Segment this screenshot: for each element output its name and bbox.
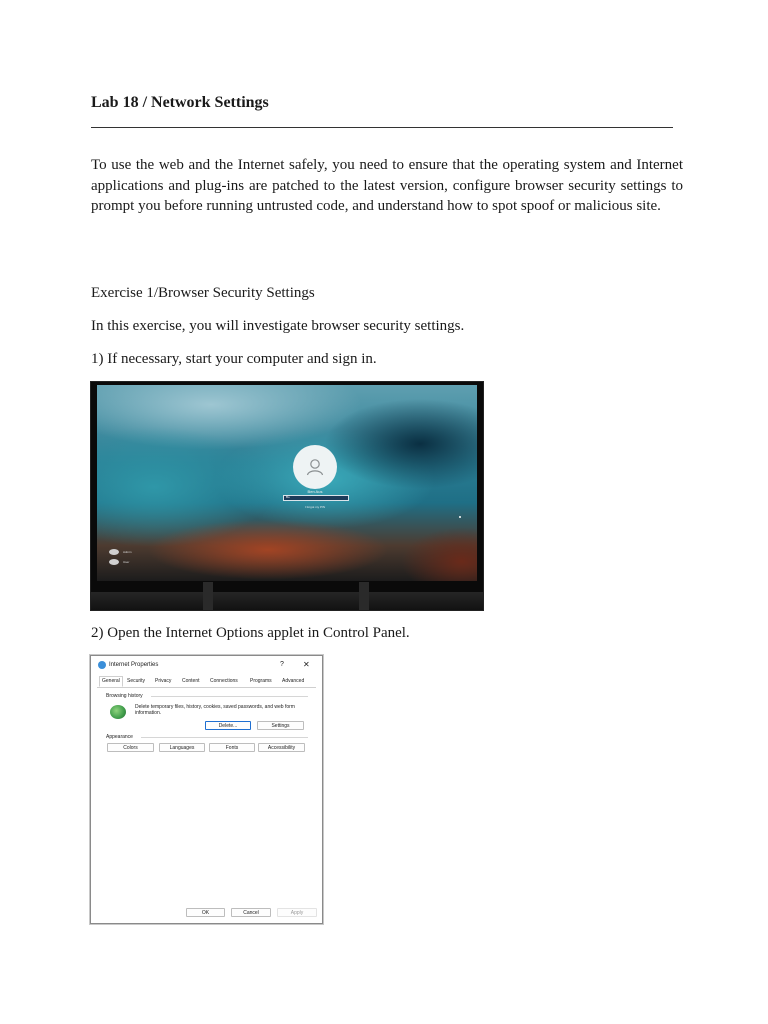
tab-programs[interactable]: Programs <box>250 678 272 684</box>
settings-button[interactable]: Settings <box>257 721 304 730</box>
close-button[interactable]: ✕ <box>303 660 310 669</box>
dialog-title: Internet Properties <box>109 662 159 668</box>
colors-button[interactable]: Colors <box>107 743 154 752</box>
internet-explorer-icon <box>98 661 106 669</box>
intro-paragraph: To use the web and the Internet safely, you need to ensure that the operating system and Internet applications and plug-ins are patched to the latest version, configure browser security settings to prompt you before running untrusted code, and understand how to spot spoof or malicious site. <box>91 157 683 215</box>
apply-button[interactable]: Apply <box>277 908 317 917</box>
help-button[interactable]: ? <box>280 661 284 668</box>
monitor-stand-left <box>203 582 213 610</box>
step-2-text: 2) Open the Internet Options applet in Control Panel. <box>91 625 410 641</box>
account-label-2: User <box>123 560 130 564</box>
step-1-text: 1) If necessary, start your computer and sign in. <box>91 351 377 367</box>
browsing-history-divider <box>151 696 308 697</box>
tab-general[interactable]: General <box>99 676 123 687</box>
cursor-dot <box>459 516 461 518</box>
forgot-pin-link: I forgot my PIN <box>304 505 325 509</box>
monitor-stand-right <box>359 582 369 610</box>
ok-button[interactable]: OK <box>186 908 225 917</box>
account-icon-2 <box>109 559 119 565</box>
desk-surface <box>91 592 483 610</box>
browsing-history-icon <box>110 705 126 719</box>
languages-button[interactable]: Languages <box>159 743 205 752</box>
monitor-screen <box>97 385 477 581</box>
delete-button[interactable]: Delete... <box>205 721 251 730</box>
accessibility-button[interactable]: Accessibility <box>258 743 305 752</box>
dialog-tab-bar <box>97 677 316 688</box>
appearance-divider <box>141 737 308 738</box>
internet-properties-dialog <box>90 655 323 924</box>
tab-advanced[interactable]: Advanced <box>282 678 305 684</box>
appearance-label: Appearance <box>106 734 133 740</box>
document-title: Lab 18 / Network Settings <box>91 94 269 111</box>
pin-value: Bo <box>286 495 290 499</box>
login-user-name: Ben Aus <box>307 489 323 494</box>
login-screen-photo <box>90 381 484 611</box>
browsing-history-label: Browsing history <box>106 693 143 699</box>
fonts-button[interactable]: Fonts <box>209 743 255 752</box>
tab-security[interactable]: Security <box>127 678 146 684</box>
tab-connections[interactable]: Connections <box>210 678 238 684</box>
browsing-history-description: Delete temporary files, history, cookies, saved passwords, and web form information. <box>135 704 295 716</box>
title-divider <box>91 127 673 128</box>
exercise-heading: Exercise 1/Browser Security Settings <box>91 285 315 301</box>
account-icon-1 <box>109 549 119 555</box>
pin-input <box>283 495 349 501</box>
tab-content[interactable]: Content <box>182 678 200 684</box>
account-label-1: Admin <box>123 550 132 554</box>
tab-privacy[interactable]: Privacy <box>155 678 172 684</box>
exercise-intro: In this exercise, you will investigate browser security settings. <box>91 318 465 334</box>
person-icon <box>303 455 327 479</box>
user-avatar-icon <box>293 445 337 489</box>
cancel-button[interactable]: Cancel <box>231 908 271 917</box>
